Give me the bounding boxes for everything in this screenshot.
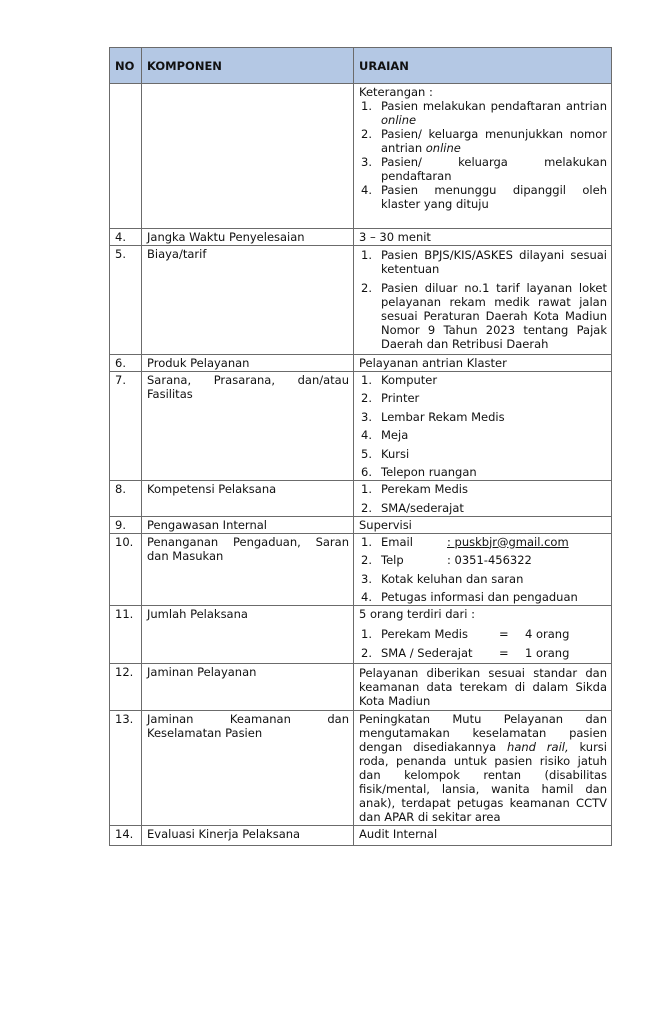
- row-uraian-cell: [354, 84, 612, 229]
- pengaduan-list: [359, 535, 607, 605]
- table-row: [110, 246, 612, 355]
- row-komponen: Evaluasi Kinerja Pelaksana: [142, 825, 354, 845]
- row-no: 11.: [110, 606, 142, 664]
- list-item: 2. Pasien diluar no.1 tarif layanan loket pelayanan rekam medik rawat jalan sesuai Peraturan Daerah Kota Madiun Nomor 9 Tahun 2023 tentang Pajak Daerah dan Retribusi Daerah: [361, 280, 607, 351]
- table-row: [110, 533, 612, 606]
- list-item: 2. Printer: [361, 391, 420, 405]
- pelaksana-intro: 5 orang terdiri dari :: [359, 607, 476, 621]
- list-item: 1. Email : puskbjr@gmail.com: [361, 534, 569, 549]
- telp-label: Telp: [381, 553, 404, 567]
- list-item: 3. Lembar Rekam Medis: [361, 409, 505, 424]
- row-uraian: Supervisi: [354, 516, 612, 533]
- sarana-list: [359, 373, 607, 480]
- row-no: 4.: [110, 229, 142, 246]
- row-no: 6.: [110, 354, 142, 371]
- table-row: [110, 606, 612, 664]
- row-uraian: [354, 606, 612, 664]
- table-row: [110, 371, 612, 481]
- table-header-row: [110, 48, 612, 84]
- row-uraian: Audit Internal: [354, 825, 612, 845]
- list-item: 1. Perekam Medis = 4 orang: [361, 627, 570, 641]
- row-no: 12.: [110, 663, 142, 710]
- list-item: 4. Meja: [361, 428, 409, 442]
- row-komponen: Jaminan Pelayanan: [142, 663, 354, 710]
- row-uraian: [354, 246, 612, 355]
- table-row: [110, 481, 612, 517]
- row-uraian: Pelayanan diberikan sesuai standar dan keamanan data terekam di dalam Sikda Kota Madiun: [354, 663, 612, 710]
- keterangan-list: [359, 99, 607, 211]
- table-row: [110, 354, 612, 371]
- row-komponen: Kompetensi Pelaksana: [142, 481, 354, 517]
- keterangan-label: Keterangan :: [359, 85, 433, 99]
- header-uraian: URAIAN: [354, 48, 612, 84]
- row-komponen: Jumlah Pelaksana: [142, 606, 354, 664]
- kompetensi-list: [359, 482, 607, 515]
- row-uraian: [354, 371, 612, 481]
- list-item: 3. Kotak keluhan dan saran: [361, 571, 524, 586]
- service-standard-table: [109, 47, 612, 846]
- list-item: 2. SMA / Sederajat = 1 orang: [361, 645, 570, 660]
- header-komponen: KOMPONEN: [142, 48, 354, 84]
- row-no: 10.: [110, 533, 142, 606]
- row-komponen-cell: [142, 84, 354, 229]
- email-link[interactable]: : puskbjr@gmail.com: [447, 534, 569, 549]
- pelaksana-list: [359, 627, 607, 660]
- list-item: 4. Pasien menunggu dipanggil oleh klaster yang dituju: [361, 183, 607, 211]
- row-komponen: Jaminan Keamanan dan Keselamatan Pasien: [142, 710, 354, 825]
- list-item: 2. Telp : 0351-456322: [361, 553, 532, 567]
- row-no: 7.: [110, 371, 142, 481]
- email-label: Email: [381, 534, 413, 549]
- table-row: [110, 825, 612, 845]
- row-no: 13.: [110, 710, 142, 825]
- row-uraian: Pelayanan antrian Klaster: [354, 354, 612, 371]
- row-uraian: 3 – 30 menit: [354, 229, 612, 246]
- row-uraian: [354, 533, 612, 606]
- table-row: [110, 710, 612, 825]
- row-komponen: Jangka Waktu Penyelesaian: [142, 229, 354, 246]
- list-item: 1. Komputer: [361, 372, 438, 387]
- biaya-list: [359, 248, 607, 351]
- list-item: 5. Kursi: [361, 446, 410, 461]
- list-item: 3. Pasien/ keluarga melakukan pendaftaran: [361, 155, 607, 183]
- list-item: 1. Perekam Medis: [361, 482, 468, 496]
- list-item: 1. Pasien melakukan pendaftaran antrian online: [361, 99, 607, 127]
- row-no: 9.: [110, 516, 142, 533]
- list-item: 2. SMA/sederajat: [361, 500, 464, 515]
- row-komponen: Biaya/tarif: [142, 246, 354, 355]
- row-uraian: [354, 481, 612, 517]
- table-row: [110, 516, 612, 533]
- table-row: [110, 84, 612, 229]
- row-komponen: Pengawasan Internal: [142, 516, 354, 533]
- telp-value: : 0351-456322: [447, 553, 532, 567]
- row-uraian: Peningkatan Mutu Pelayanan dan mengutamakan keselamatan pasien dengan disediakannya hand rail, kursi roda, penanda untuk pasien risiko jatuh dan kelompok rentan (disabilitas fisik/mental, lansia, wanita hamil dan anak), terdapat petugas keamanan CCTV dan APAR di sekitar area: [354, 710, 612, 825]
- table-row: [110, 663, 612, 710]
- row-komponen: Produk Pelayanan: [142, 354, 354, 371]
- row-no: 14.: [110, 825, 142, 845]
- row-no: 5.: [110, 246, 142, 355]
- row-komponen: Sarana, Prasarana, dan/atau Fasilitas: [142, 371, 354, 481]
- list-item: 2. Pasien/ keluarga menunjukkan nomor antrian online: [361, 127, 607, 155]
- row-no-cell: [110, 84, 142, 229]
- list-item: 4. Petugas informasi dan pengaduan: [361, 590, 578, 604]
- list-item: 6. Telepon ruangan: [361, 465, 477, 479]
- row-komponen: Penanganan Pengaduan, Saran dan Masukan: [142, 533, 354, 606]
- row-no: 8.: [110, 481, 142, 517]
- table-row: [110, 229, 612, 246]
- list-item: 1. Pasien BPJS/KIS/ASKES dilayani sesuai ketentuan: [361, 248, 607, 276]
- header-no: NO: [110, 48, 142, 84]
